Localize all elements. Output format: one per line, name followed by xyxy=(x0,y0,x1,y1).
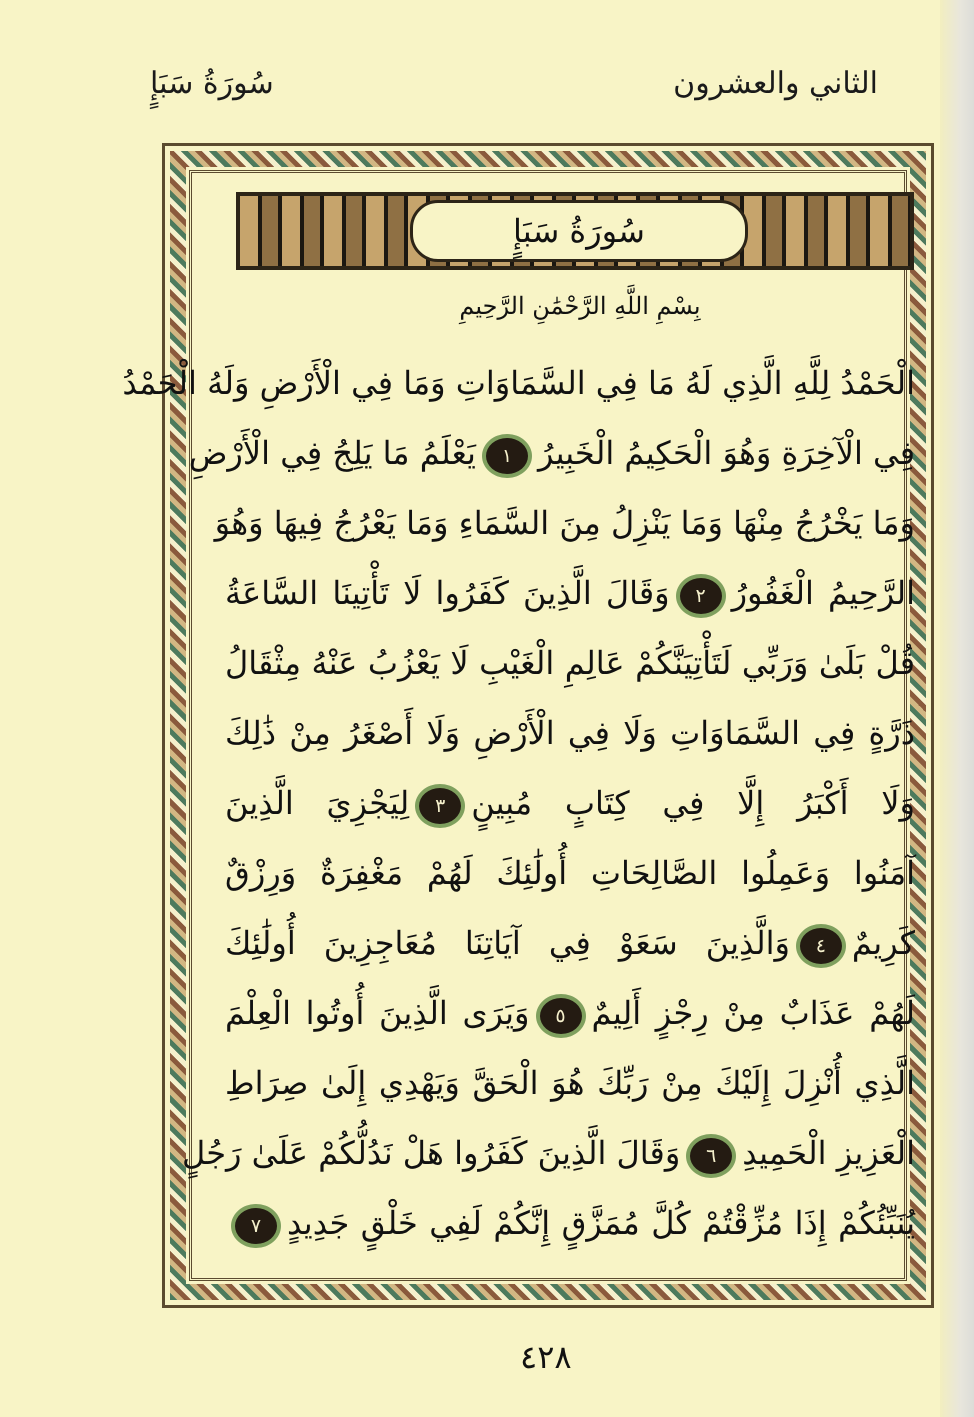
text-line: الرَّحِيمُ الْغَفُورُ٢وَقَالَ الَّذِينَ كَفَرُوا لَا تَأْتِينَا السَّاعَةُ xyxy=(225,558,915,628)
text-line: يُنَبِّئُكُمْ إِذَا مُزِّقْتُمْ كُلَّ مُمَزَّقٍ إِنَّكُمْ لَفِي خَلْقٍ جَدِيدٍ٧ xyxy=(225,1188,915,1258)
juz-running-title: الثاني والعشرون xyxy=(673,66,878,101)
verse-marker-icon: ٦ xyxy=(686,1134,736,1178)
text-line: الْحَمْدُ لِلَّهِ الَّذِي لَهُ مَا فِي السَّمَاوَاتِ وَمَا فِي الْأَرْضِ وَلَهُ الْحَمْدُ xyxy=(122,364,915,402)
verse-marker-icon: ٧ xyxy=(231,1204,281,1248)
verse-marker-icon: ١ xyxy=(482,434,532,478)
text-line: كَرِيمٌ٤وَالَّذِينَ سَعَوْ فِي آيَاتِنَا مُعَاجِزِينَ أُولَٰئِكَ xyxy=(225,908,915,978)
surah-title: سُورَةُ سَبَإٍ xyxy=(410,200,748,262)
verse-marker-icon: ٣ xyxy=(415,784,465,828)
text-line: لَهُمْ عَذَابٌ مِنْ رِجْزٍ أَلِيمٌ٥وَيَرَى الَّذِينَ أُوتُوا الْعِلْمَ xyxy=(225,978,915,1048)
basmala: بِسْمِ اللَّهِ الرَّحْمَٰنِ الرَّحِيمِ xyxy=(459,292,701,320)
text-line: الَّذِي أُنْزِلَ إِلَيْكَ مِنْ رَبِّكَ هُوَ الْحَقَّ وَيَهْدِي إِلَىٰ صِرَاطِ xyxy=(225,1064,915,1102)
running-header xyxy=(150,66,878,116)
verse-marker-icon: ٢ xyxy=(676,574,726,618)
text-line: فِي الْآخِرَةِ وَهُوَ الْحَكِيمُ الْخَبِيرُ١يَعْلَمُ مَا يَلِجُ فِي الْأَرْضِ xyxy=(225,418,915,488)
surah-running-title: سُورَةُ سَبَإٍ xyxy=(150,66,274,101)
text-line: وَلَا أَكْبَرُ إِلَّا فِي كِتَابٍ مُبِينٍ٣لِيَجْزِيَ الَّذِينَ xyxy=(225,768,915,838)
verse-marker-icon: ٥ xyxy=(536,994,586,1038)
text-line: وَمَا يَخْرُجُ مِنْهَا وَمَا يَنْزِلُ مِنَ السَّمَاءِ وَمَا يَعْرُجُ فِيهَا وَهُوَ xyxy=(214,504,915,542)
page-number: ٤٢٨ xyxy=(520,1338,572,1376)
surah-title-banner xyxy=(236,192,914,270)
verse-marker-icon: ٤ xyxy=(796,924,846,968)
quran-text-body xyxy=(122,348,916,1260)
text-line: آمَنُوا وَعَمِلُوا الصَّالِحَاتِ أُولَٰئِكَ لَهُمْ مَغْفِرَةٌ وَرِزْقٌ xyxy=(225,854,915,892)
text-line: الْعَزِيزِ الْحَمِيدِ٦وَقَالَ الَّذِينَ كَفَرُوا هَلْ نَدُلُّكُمْ عَلَىٰ رَجُلٍ xyxy=(225,1118,915,1188)
page-edge xyxy=(940,0,974,1417)
text-line: قُلْ بَلَىٰ وَرَبِّي لَتَأْتِيَنَّكُمْ عَالِمِ الْغَيْبِ لَا يَعْزُبُ عَنْهُ مِثْقَالُ xyxy=(225,644,915,682)
text-line: ذَرَّةٍ فِي السَّمَاوَاتِ وَلَا فِي الْأَرْضِ وَلَا أَصْغَرُ مِنْ ذَٰلِكَ xyxy=(225,714,915,752)
